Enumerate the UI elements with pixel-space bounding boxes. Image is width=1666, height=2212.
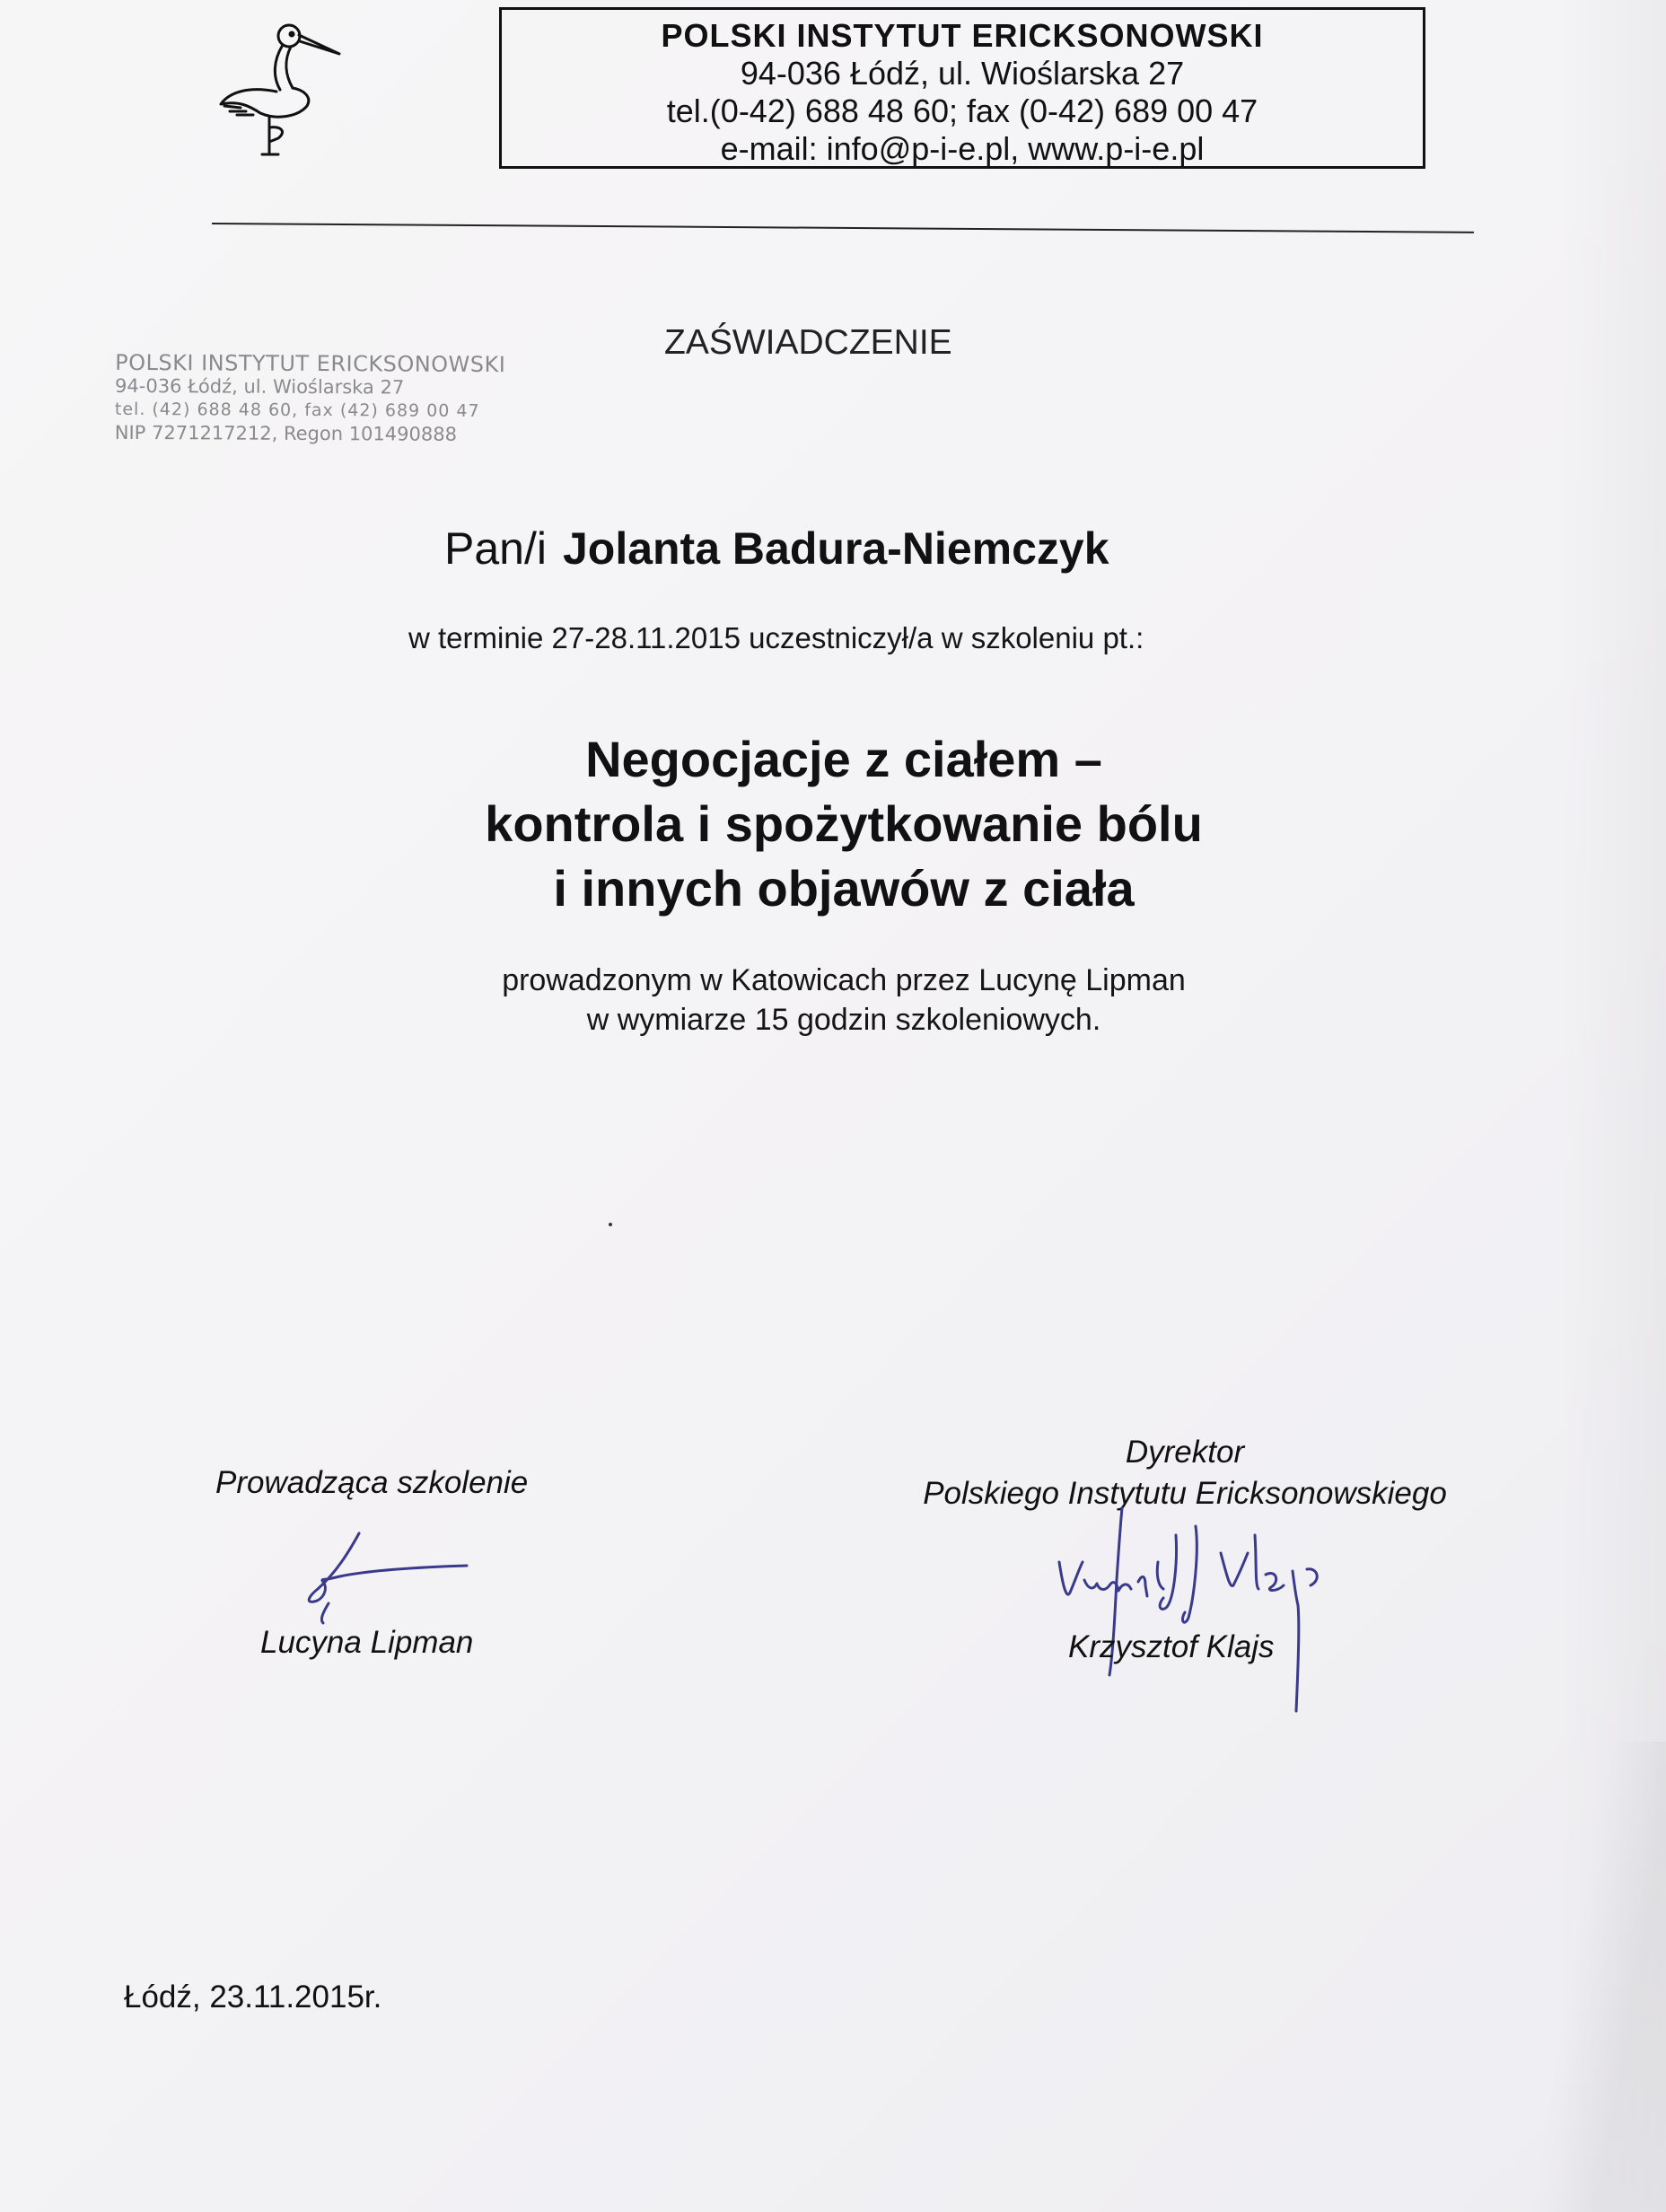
director-signature xyxy=(1041,1499,1382,1724)
stamp-line-name: POLSKI INSTYTUT ERICKSONOWSKI xyxy=(115,349,506,378)
stork-icon xyxy=(214,20,348,163)
trainer-name: Lucyna Lipman xyxy=(260,1625,474,1660)
institute-name: POLSKI INSTYTUT ERICKSONOWSKI xyxy=(661,17,1264,54)
place-and-date: Łódź, 23.11.2015r. xyxy=(124,1979,382,2014)
participation-terms: w terminie 27-28.11.2015 uczestniczył/a w szkoleniu pt.: xyxy=(408,621,1144,654)
director-name: Krzysztof Klajs xyxy=(1068,1629,1275,1664)
stamp-line-phone: tel. (42) 688 48 60, fax (42) 689 00 47 xyxy=(114,399,480,421)
header-divider xyxy=(212,223,1474,233)
trainer-signature xyxy=(296,1526,476,1625)
course-title xyxy=(386,727,1302,921)
institute-contact: e-mail: info@p-i-e.pl, www.p-i-e.pl xyxy=(720,130,1205,167)
course-info-line: w wymiarze 15 godzin szkoleniowych. xyxy=(586,1003,1101,1037)
director-institution: Polskiego Instytutu Ericksonowskiego xyxy=(923,1476,1447,1511)
salutation: Pan/i xyxy=(444,523,547,574)
recipient-name: Jolanta Badura-Niemczyk xyxy=(562,523,1109,574)
institute-phone-fax: tel.(0-42) 688 48 60; fax (0-42) 689 00 47 xyxy=(666,92,1258,129)
institute-stamp xyxy=(115,351,506,446)
course-title-line: i innych objawów z ciała xyxy=(553,860,1135,917)
course-info xyxy=(395,961,1293,1040)
stamp-line-address: 94-036 Łódź, ul. Wioślarska 27 xyxy=(115,374,405,399)
course-title-line: Negocjacje z ciałem – xyxy=(585,731,1102,787)
institute-header xyxy=(499,7,1425,169)
recipient-line xyxy=(444,522,1109,575)
course-title-line: kontrola i spożytkowanie bólu xyxy=(485,795,1203,852)
institute-address: 94-036 Łódź, ul. Wioślarska 27 xyxy=(740,55,1185,92)
trainer-role: Prowadząca szkolenie xyxy=(215,1465,529,1500)
stamp-line-registry: NIP 7271217212, Regon 101490888 xyxy=(114,421,458,445)
stray-dot xyxy=(609,1223,612,1226)
paper-crease xyxy=(1517,1742,1666,2212)
director-title: Dyrektor xyxy=(1125,1435,1245,1470)
course-info-line: prowadzonym w Katowicach przez Lucynę Lipman xyxy=(502,963,1186,997)
certificate-heading: ZAŚWIADCZENIE xyxy=(664,323,952,362)
